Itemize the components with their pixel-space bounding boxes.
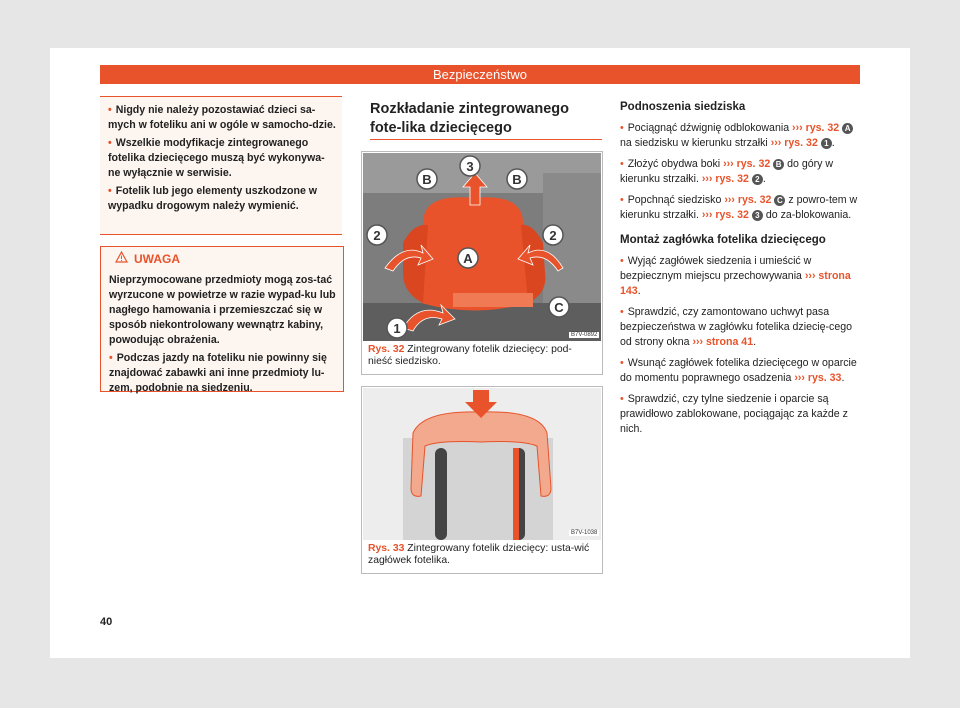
bullet-icon: • — [108, 104, 112, 116]
step-2: • Złożyć obydwa boki ››› rys. 32 B do góry w kierunku strzałki. ››› rys. 32 2 . — [620, 158, 834, 185]
link-page-41[interactable]: ››› strona 41 — [692, 336, 754, 348]
callout-2-right: 2 — [549, 228, 557, 243]
figure-label: Rys. 32 — [368, 344, 405, 355]
link-fig32[interactable]: ››› rys. 32 — [724, 194, 772, 206]
badge-1: 1 — [821, 138, 832, 149]
warning-text: Fotelik lub jego elementy uszkodzone w wypadku drogowym należy wymienić. — [108, 185, 318, 212]
link-page-143[interactable]: ››› strona 143 — [620, 270, 851, 297]
section-title: Rozkładanie zintegrowanego fote-lika dziecięcego — [370, 101, 569, 136]
figure-caption-text: Zintegrowany fotelik dziecięcy: usta-wić zagłówek fotelika. — [368, 543, 590, 566]
link-fig32[interactable]: ››› rys. 32 — [792, 122, 840, 134]
page-header: Bezpieczeństwo — [100, 65, 860, 84]
figure-label: Rys. 33 — [368, 543, 405, 554]
uwaga-bullet-text: Podczas jazdy na foteliku nie powinny się znajdować zabawki ani inne przedmioty lu-zem, podobnie na siedzeniu. — [109, 352, 327, 394]
uwaga-box — [100, 246, 344, 392]
badge-B: B — [773, 159, 784, 170]
warning-text: Nigdy nie należy pozostawiać dzieci sa-mych w foteliku ani w ogóle w samocho-dzie. — [108, 104, 336, 131]
step-4: • Wyjąć zagłówek siedzenia i umieścić w bezpiecznym miejscu przechowywania ››› strona 143. — [620, 255, 851, 297]
section-divider — [370, 139, 602, 140]
heading-lift-seat: Podnoszenia siedziska — [620, 101, 746, 113]
badge-2: 2 — [752, 174, 763, 185]
step-5: • Sprawdzić, czy zamontowano uchwyt pasa bezpieczeństwa w zagłówku fotelika dziecię-cego od strony okna ››› strona 41. — [620, 306, 853, 348]
heading-headrest: Montaż zagłówka fotelika dziecięcego — [620, 234, 826, 246]
figure-32-caption — [368, 344, 596, 368]
figure-code: B7V-1038 — [571, 530, 598, 536]
uwaga-title — [101, 247, 343, 272]
figure-caption-text: Zintegrowany fotelik dziecięcy: pod-nieść siedzisko. — [368, 344, 572, 367]
bullet-icon: • — [109, 352, 113, 364]
warning-text: Wszelkie modyfikacje zintegrowanego fotelika dziecięcego muszą być wykonywa-ne wyłącznie w serwisie. — [108, 137, 325, 179]
step-3: • Popchnąć siedzisko ››› rys. 32 C z powro-tem w kierunku strzałki. ››› rys. 32 3 do za-blokowania. — [620, 194, 858, 221]
figure-33-caption — [368, 543, 596, 567]
step-7: • Sprawdzić, czy tylne siedzenie i oparcie są prawidłowo zablokowane, pociągając za każde z nich. — [620, 393, 848, 435]
figure-33-illustration — [363, 388, 601, 540]
callout-C: C — [554, 300, 564, 315]
bullet-icon: • — [108, 185, 112, 197]
badge-A: A — [842, 123, 853, 134]
link-fig32[interactable]: ››› rys. 32 — [723, 158, 771, 170]
uwaga-title-text: UWAGA — [134, 252, 180, 266]
callout-1: 1 — [393, 321, 401, 336]
link-fig32[interactable]: ››› rys. 32 — [770, 137, 818, 149]
bullet-icon: • — [108, 137, 112, 149]
badge-C: C — [774, 195, 785, 206]
callout-A: A — [463, 251, 473, 266]
uwaga-text: Nieprzymocowane przedmioty mogą zos-tać wyrzucone w powietrze w razie wypad-ku lub nagłego hamowania i przemieszczać się w sposób niekontrolowany wewnątrz kabiny, powodując obrażenia. — [109, 274, 336, 346]
badge-3: 3 — [752, 210, 763, 221]
figure-32 — [361, 151, 603, 375]
figure-code: B7V-0892 — [571, 332, 598, 338]
warning-box — [100, 96, 342, 235]
figure-32-illustration — [363, 153, 601, 341]
step-6: • Wsunąć zagłówek fotelika dziecięcego w oparcie do momentu poprawnego osadzenia ››› rys. 33. — [620, 357, 857, 384]
link-fig32[interactable]: ››› rys. 32 — [701, 209, 749, 221]
callout-2-left: 2 — [373, 228, 381, 243]
instructions-column — [620, 100, 860, 443]
link-fig33[interactable]: ››› rys. 33 — [794, 372, 842, 384]
callout-B-left: B — [422, 172, 432, 187]
warning-item — [108, 184, 336, 214]
callout-B-right: B — [512, 172, 522, 187]
callout-3: 3 — [466, 159, 474, 174]
warning-item — [108, 103, 336, 133]
step-1: • Pociągnąć dźwignię odblokowania ››› rys. 32 A na siedzisku w kierunku strzałki ››› rys. 32 1 . — [620, 121, 860, 151]
link-fig32[interactable]: ››› rys. 32 — [701, 173, 749, 185]
page-number: 40 — [100, 616, 113, 628]
uwaga-bullet — [109, 351, 337, 396]
figure-33 — [361, 386, 603, 574]
warning-triangle-icon — [115, 247, 128, 272]
warning-item — [108, 136, 336, 181]
